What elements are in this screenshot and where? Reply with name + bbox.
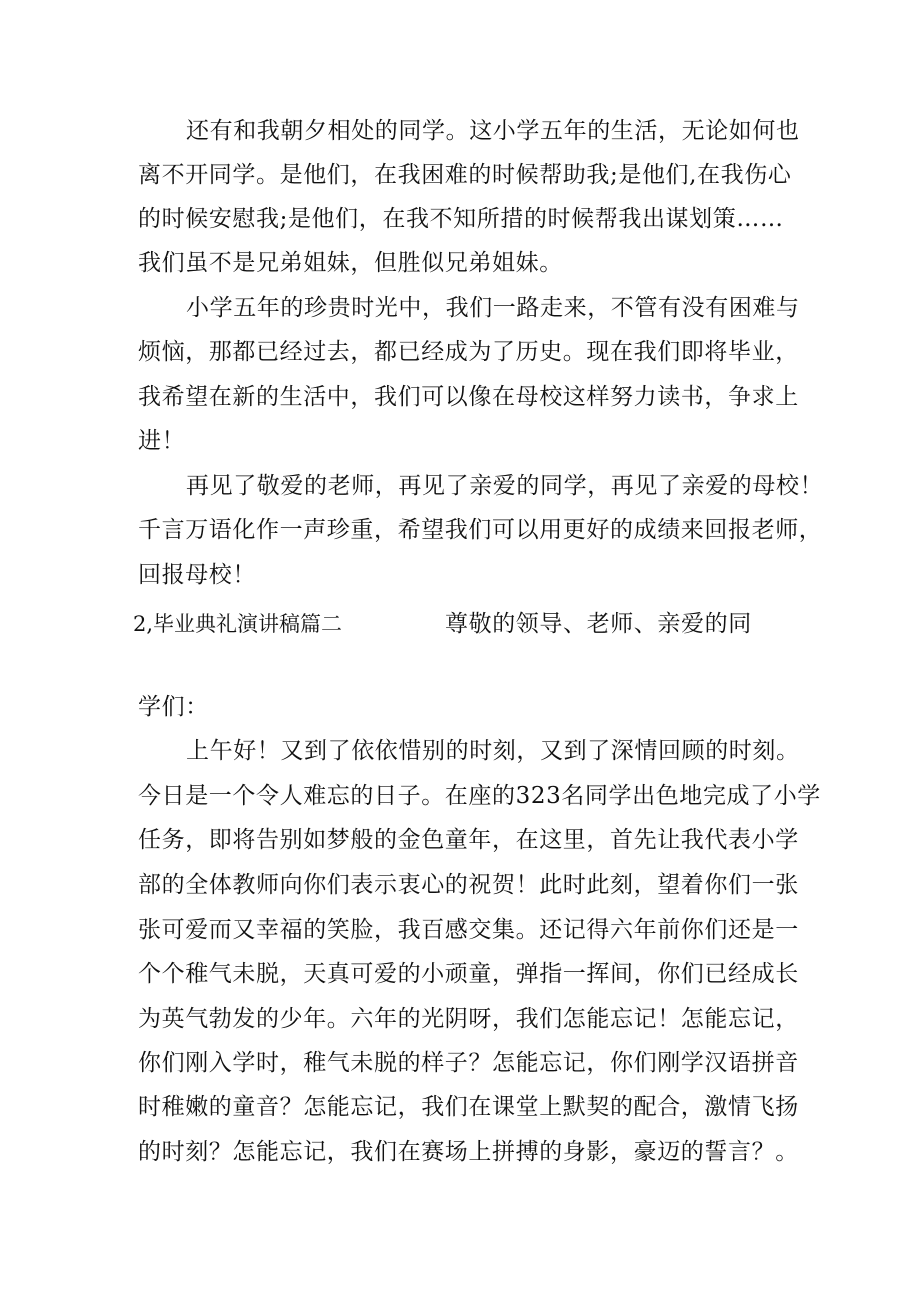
paragraph-line: 个个稚气未脱，天真可爱的小顽童，弹指一挥间，你们已经成长: [138, 961, 799, 987]
paragraph-line: 还有和我朝夕相处的同学。这小学五年的生活，无论如何也: [186, 118, 800, 144]
paragraph-line: 我希望在新的生活中，我们可以像在母校这样努力读书，争求上: [138, 384, 799, 410]
paragraph-line: 小学五年的珍贵时光中，我们一路走来，不管有没有困难与: [186, 295, 800, 321]
paragraph-line: 的时刻？怎能忘记，我们在赛场上拼搏的身影，豪迈的誓言？。: [138, 1139, 799, 1165]
paragraph-line: 上午好！又到了依依惜别的时刻，又到了深情回顾的时刻。: [186, 738, 800, 764]
paragraph-line: 张可爱而又幸福的笑脸，我百感交集。还记得六年前你们还是一: [138, 917, 799, 943]
paragraph-line: 的时候安慰我;是他们，在我不知所措的时候帮我出谋划策……: [138, 206, 784, 232]
paragraph-line: 离不开同学。是他们，在我困难的时候帮助我;是他们,在我伤心: [138, 162, 792, 188]
heading-continuation-text: 尊敬的领导、老师、亲爱的同: [445, 611, 752, 637]
paragraph-line: 再见了敬爱的老师，再见了亲爱的同学，再见了亲爱的母校！: [186, 473, 824, 499]
paragraph-line: 今日是一个令人难忘的日子。在座的323名同学出色地完成了小学: [138, 783, 821, 809]
paragraph-line: 烦恼，那都已经过去，都已经成为了历史。现在我们即将毕业，: [138, 339, 799, 365]
paragraph-line: 时稚嫩的童音？怎能忘记，我们在课堂上默契的配合，激情飞扬: [138, 1094, 799, 1120]
paragraph-line: 任务，即将告别如梦般的金色童年，在这里，首先让我代表小学: [138, 827, 799, 853]
paragraph-line: 为英气勃发的少年。六年的光阴呀，我们怎能忘记！怎能忘记，: [138, 1006, 799, 1032]
paragraph-line: 进！: [138, 428, 186, 454]
paragraph-line: 部的全体教师向你们表示衷心的祝贺！此时此刻，望着你们一张: [138, 872, 799, 898]
paragraph-line: 你们刚入学时，稚气未脱的样子？怎能忘记，你们刚学汉语拼音: [138, 1050, 799, 1076]
paragraph-line: 回报母校！: [138, 562, 256, 588]
paragraph-line: 千言万语化作一声珍重，希望我们可以用更好的成绩来回报老师，: [138, 517, 823, 543]
section-heading: 2,毕业典礼演讲稿篇二: [133, 612, 343, 636]
paragraph-line: 我们虽不是兄弟姐妹，但胜似兄弟姐妹。: [138, 250, 563, 276]
paragraph-line: 学们：: [138, 694, 209, 720]
